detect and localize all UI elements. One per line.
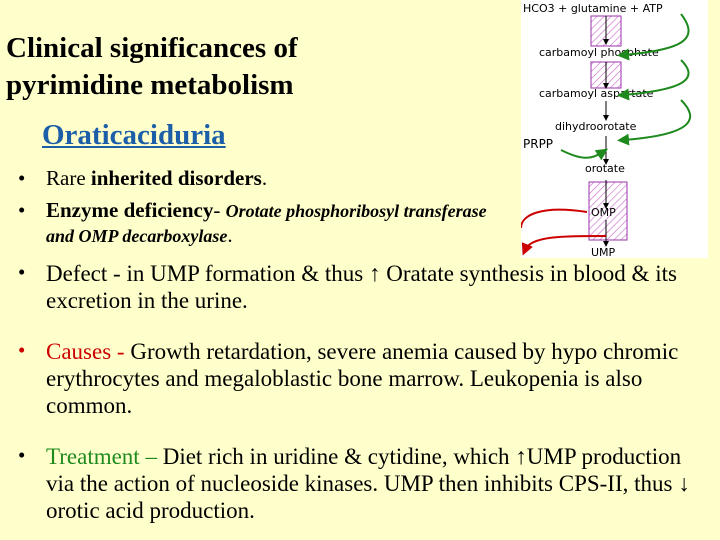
diagram-node-carbamoyl-aspartate: carbamoyl aspartate bbox=[539, 87, 654, 100]
diagram-node-ump: UMP bbox=[591, 246, 616, 258]
diagram-node-carbamoyl-phosphate: carbamoyl phosphate bbox=[539, 46, 659, 59]
green-arrow bbox=[561, 150, 603, 158]
bullet-marker: • bbox=[18, 443, 26, 467]
pathway-diagram bbox=[521, 0, 708, 258]
diagram-node-omp: OMP bbox=[591, 206, 616, 219]
bullet-marker: • bbox=[18, 198, 26, 222]
diagram-prpp-label: PRPP bbox=[523, 137, 554, 151]
diagram-node-orotate: orotate bbox=[585, 162, 625, 175]
red-arrow bbox=[521, 210, 587, 228]
bullet-marker: • bbox=[18, 338, 26, 362]
bullet-marker: • bbox=[18, 166, 26, 190]
slide-title: Clinical significances of pyrimidine metabolism bbox=[6, 32, 298, 101]
slide-subtitle: Oraticaciduria bbox=[42, 119, 226, 151]
bullet-marker: • bbox=[18, 260, 26, 284]
diagram-node-dihydroorotate: dihydroorotate bbox=[555, 120, 637, 133]
diagram-top-label: HCO3 + glutamine + ATP bbox=[523, 2, 663, 15]
